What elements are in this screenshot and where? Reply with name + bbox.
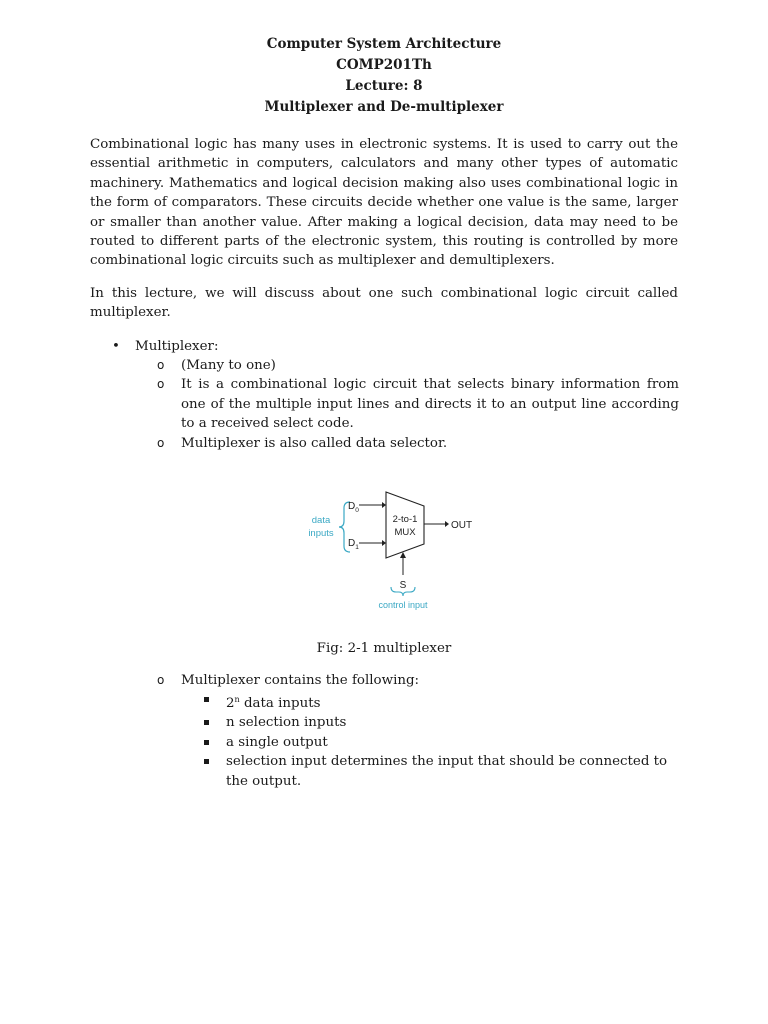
- list-item: [157, 375, 679, 433]
- intro-paragraph-1: Combinational logic has many uses in electronic systems. It is used to carry out the essential arithmetic in computers, calculators and many other types of automatic machinery. Mathematics and logical decision making also uses combinational logic in the form of comparators. These circuits decide whether one value is the same, larger or smaller than another value. After making a logical decision, data may need to be routed to different parts of the electronic system, this routing is controlled by more combinational logic circuits such as multiplexer and demultiplexers.: [90, 137, 678, 269]
- square-bullet-icon: [204, 697, 209, 702]
- arrow-right-icon: [382, 540, 386, 546]
- course-code: COMP201Th: [336, 57, 432, 73]
- arrow-right-icon: [382, 502, 386, 508]
- contains-detail-list: [202, 690, 670, 791]
- bullet-label: Multiplexer:: [135, 339, 219, 354]
- list-item: [202, 690, 670, 713]
- bullet-marker: •: [112, 339, 120, 354]
- course-title: Computer System Architecture: [266, 36, 502, 52]
- lecture-number: Lecture: 8: [345, 78, 423, 94]
- mux-label-top: 2-to-1: [392, 514, 418, 525]
- square-bullet-icon: [204, 720, 209, 725]
- list-item-text: a single output: [226, 734, 328, 750]
- mux-diagram-svg: [300, 488, 490, 616]
- list-item: [202, 733, 670, 752]
- list-item-text: It is a combinational logic circuit that selects binary information from one of the multiple input lines and directs it to an output line according to a received select code.: [181, 377, 679, 432]
- circle-bullet-icon: o: [157, 358, 165, 372]
- list-item-text: Multiplexer contains the following:: [181, 673, 420, 688]
- list-item-text: 2$^n$ data inputs: [226, 695, 321, 711]
- lecture-topic: Multiplexer and De-multiplexer: [264, 99, 504, 115]
- mux-diagram: [300, 488, 490, 616]
- list-item-text: (Many to one): [181, 358, 276, 373]
- data-inputs-label: data: [311, 515, 331, 526]
- input-d0-label: $D_0$: [348, 501, 359, 514]
- title-block: [0, 34, 768, 118]
- list-item: [157, 356, 679, 375]
- intro-paragraph-2: In this lecture, we will discuss about one such combinational logic circuit called multiplexer.: [90, 286, 678, 321]
- multiplexer-sub-list: [157, 356, 679, 453]
- list-item: [202, 713, 670, 732]
- circle-bullet-icon: o: [157, 673, 165, 687]
- circle-bullet-icon: o: [157, 435, 165, 450]
- square-bullet-icon: [204, 759, 209, 764]
- figure-caption: Fig: 2-1 multiplexer: [316, 641, 452, 656]
- square-bullet-icon: [204, 740, 209, 745]
- circle-bullet-icon: o: [157, 377, 165, 392]
- list-item-text: Multiplexer is also called data selector.: [181, 435, 448, 451]
- contains-sub-list: [157, 671, 679, 690]
- arrow-right-icon: [445, 521, 449, 527]
- list-item: [157, 434, 679, 453]
- list-item-text: n selection inputs: [226, 715, 347, 731]
- input-d1-label: $D_1$: [348, 538, 359, 551]
- control-input-label: control input: [378, 600, 428, 610]
- list-item-text: selection input determines the input that should be connected to the output.: [226, 754, 668, 789]
- list-item: [202, 752, 670, 791]
- mux-block: [386, 492, 424, 558]
- output-label: OUT: [451, 520, 473, 531]
- select-label: S: [399, 580, 407, 591]
- list-item: [157, 671, 679, 690]
- mux-label-bottom: MUX: [394, 527, 416, 538]
- data-inputs-label-2: inputs: [308, 528, 334, 539]
